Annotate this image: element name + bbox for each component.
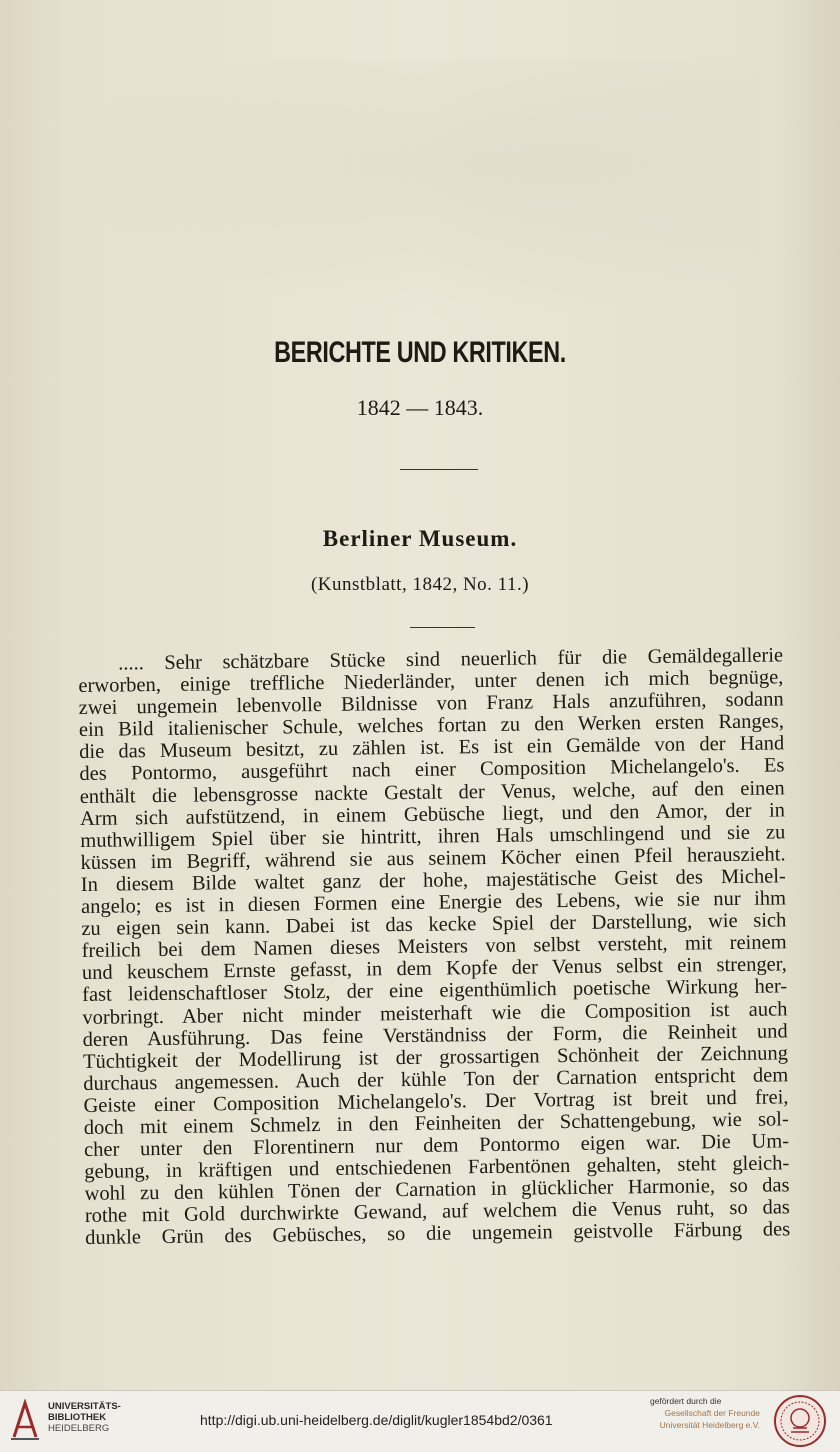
text-line: wohl zu den kühlen Tönen der Carnation in glücklicher Harmonie, so das (84, 1174, 790, 1206)
sponsor-caption: gefördert durch die (650, 1396, 722, 1406)
sponsor-name: Universität Heidelberg e.V. (659, 1420, 760, 1430)
text-line: muthwilligem Spiel über sie hintritt, ihren Hals umschlingend und sie zu (80, 821, 786, 852)
text-line: angelo; es ist in diesen Formen eine Energie des Lebens, wie sie nur ihm (80, 887, 787, 919)
library-name-line: UNIVERSITÄTS- (48, 1401, 121, 1412)
text-line: ..... Sehr schätzbare Stücke sind neuerlich für die Gemäldegallerie (117, 644, 784, 675)
text-line: fast leidenschaftloser Stolz, der eine eigenthümlich poetische Wirkung her- (82, 975, 788, 1007)
text-line: enthält die lebensgrosse nackte Gestalt der Venus, welche, auf den einen (79, 776, 785, 808)
footer-bar (0, 1390, 840, 1452)
divider-rule (410, 627, 475, 628)
text-line: zu eigen sein kann. Dabei ist das kecke Spiel der Darstellung, wie sich (81, 909, 787, 941)
text-line: des Pontormo, ausgeführt nach einer Composition Michelangelo's. Es (79, 754, 785, 786)
text-line: küssen im Begriff, während sie aus seinem Köcher einen Pfeil herauszieht. (80, 843, 786, 874)
library-logo-icon (8, 1399, 42, 1441)
text-line: dunkle Grün des Gebüsches, so die ungemein geistvolle Färbung des (85, 1218, 791, 1250)
sponsor-name: Gesellschaft der Freunde (664, 1408, 760, 1418)
text-line: In diesem Bilde waltet ganz der hohe, majestätische Geist des Michel- (80, 865, 786, 896)
library-name-line: BIBLIOTHEK (48, 1412, 107, 1423)
text-line: erworben, einige treffliche Niederländer, unter denen ich mich begnüge, (78, 666, 784, 698)
text-line: Arm sich aufstützend, in einem Gebüsche liegt, und den Amor, der in (79, 799, 786, 830)
body-paragraph (78, 644, 790, 1249)
chapter-title: BERICHTE UND KRITIKEN. (274, 336, 566, 369)
sponsor-block (650, 1395, 760, 1431)
library-name-line: HEIDELBERG (48, 1423, 110, 1434)
text-line: vorbringt. Aber nicht minder meisterhaft wie die Composition ist auch (82, 997, 788, 1029)
section-source: (Kunstblatt, 1842, No. 11.) (310, 574, 530, 595)
text-line: durchaus angemessen. Auch der kühle Ton der Carnation entspricht dem (83, 1064, 789, 1095)
text-line: und keuschem Ernste gefasst, in dem Kopfe der Venus selbst ein strenger, (81, 953, 787, 985)
text-line: die das Museum besitzt, zu zählen ist. Es ist ein Gemälde von der Hand (79, 732, 785, 764)
chapter-years: 1842 — 1843. (356, 395, 484, 420)
text-line: rothe mit Gold durchwirkte Gewand, auf welchem die Venus ruht, so das (84, 1196, 790, 1228)
section-title: Berliner Museum. (322, 526, 518, 551)
text-line: zwei ungemein lebenvolle Bildnisse von Franz Hals anzuführen, sodann (78, 688, 784, 720)
text-line: ein Bild italienischer Schule, welches fortan zu den Werken ersten Ranges, (78, 710, 785, 742)
text-line: cher unter den Florentinern nur dem Pontormo eigen war. Die Um- (83, 1130, 790, 1162)
text-line: Tüchtigkeit der Modellirung ist der grossartigen Schönheit der Zeichnung (82, 1042, 789, 1073)
permalink-url[interactable]: http://digi.ub.uni-heidelberg.de/diglit/kugler1854bd2/0361 (200, 1412, 553, 1428)
text-line: gebung, in kräftigen und entschiedenen Farbentönen gehalten, steht gleich- (84, 1152, 790, 1184)
text-line: freilich bei dem Namen dieses Meisters von selbst versteht, mit reinem (81, 931, 787, 963)
library-name (48, 1401, 121, 1434)
university-seal-icon (773, 1394, 827, 1448)
divider-rule (400, 469, 478, 470)
text-line: deren Ausführung. Das feine Verständniss der Form, die Reinheit und (82, 1019, 788, 1051)
text-line: Geiste einer Composition Michelangelo's. Der Vortrag ist breit und frei, (83, 1086, 789, 1117)
text-line: doch mit einem Schmelz in den Feinheiten der Schattengebung, wie sol- (83, 1108, 789, 1139)
